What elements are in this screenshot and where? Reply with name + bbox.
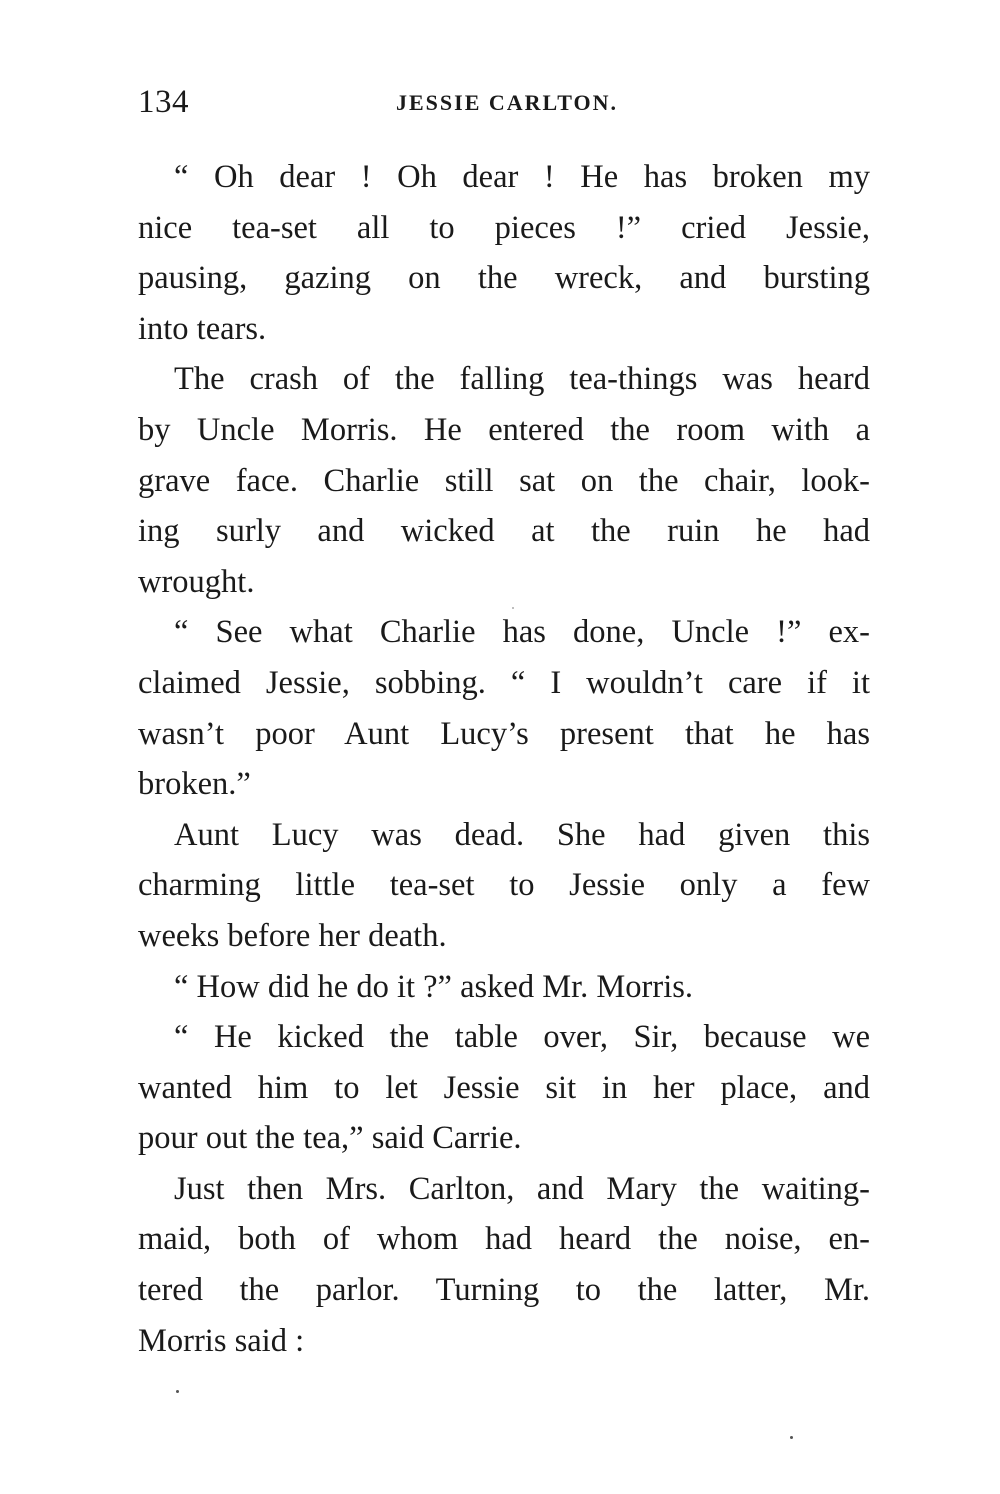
text-line: wasn’t poor Aunt Lucy’s present that he has [138,715,870,752]
text-line: “ He kicked the table over, Sir, because we [174,1019,870,1056]
text-line: broken.” [138,766,251,803]
text-line: grave face. Charlie still sat on the chair, look- [138,462,870,499]
text-line: Morris said : [138,1322,305,1359]
text-line: wanted him to let Jessie sit in her place, and [138,1069,870,1106]
text-line: into tears. [138,310,267,347]
text-line: by Uncle Morris. He entered the room with a [138,411,870,448]
text-line: Aunt Lucy was dead. She had given this [174,816,870,853]
text-line: maid, both of whom had heard the noise, en- [138,1221,870,1258]
text-line: wrought. [138,563,255,600]
text-line: pour out the tea,” said Carrie. [138,1120,522,1157]
text-line: weeks before her death. [138,917,447,954]
running-title: JESSIE CARLTON. [396,90,618,115]
print-speck [790,1436,793,1439]
text-line: nice tea-set all to pieces !” cried Jessie, [138,209,870,246]
running-head [138,82,870,130]
print-speck [512,607,514,609]
text-line: “ Oh dear ! Oh dear ! He has broken my [174,159,870,195]
text-line: “ How did he do it ?” asked Mr. Morris. [174,968,694,1005]
print-speck [176,1390,179,1393]
text-line: pausing, gazing on the wreck, and bursting [138,260,870,297]
text-line: charming little tea-set to Jessie only a few [138,867,870,904]
text-line: “ See what Charlie has done, Uncle !” ex- [174,614,870,651]
text-line: Just then Mrs. Carlton, and Mary the waiting- [174,1170,870,1207]
text-line: tered the parlor. Turning to the latter, Mr. [138,1272,870,1309]
text-line: The crash of the falling tea-things was heard [174,361,870,398]
body-text [138,152,870,1366]
page-number: 134 [138,84,189,120]
text-line: claimed Jessie, sobbing. “ I wouldn’t care if it [138,664,870,701]
text-line: ing surly and wicked at the ruin he had [138,513,870,550]
